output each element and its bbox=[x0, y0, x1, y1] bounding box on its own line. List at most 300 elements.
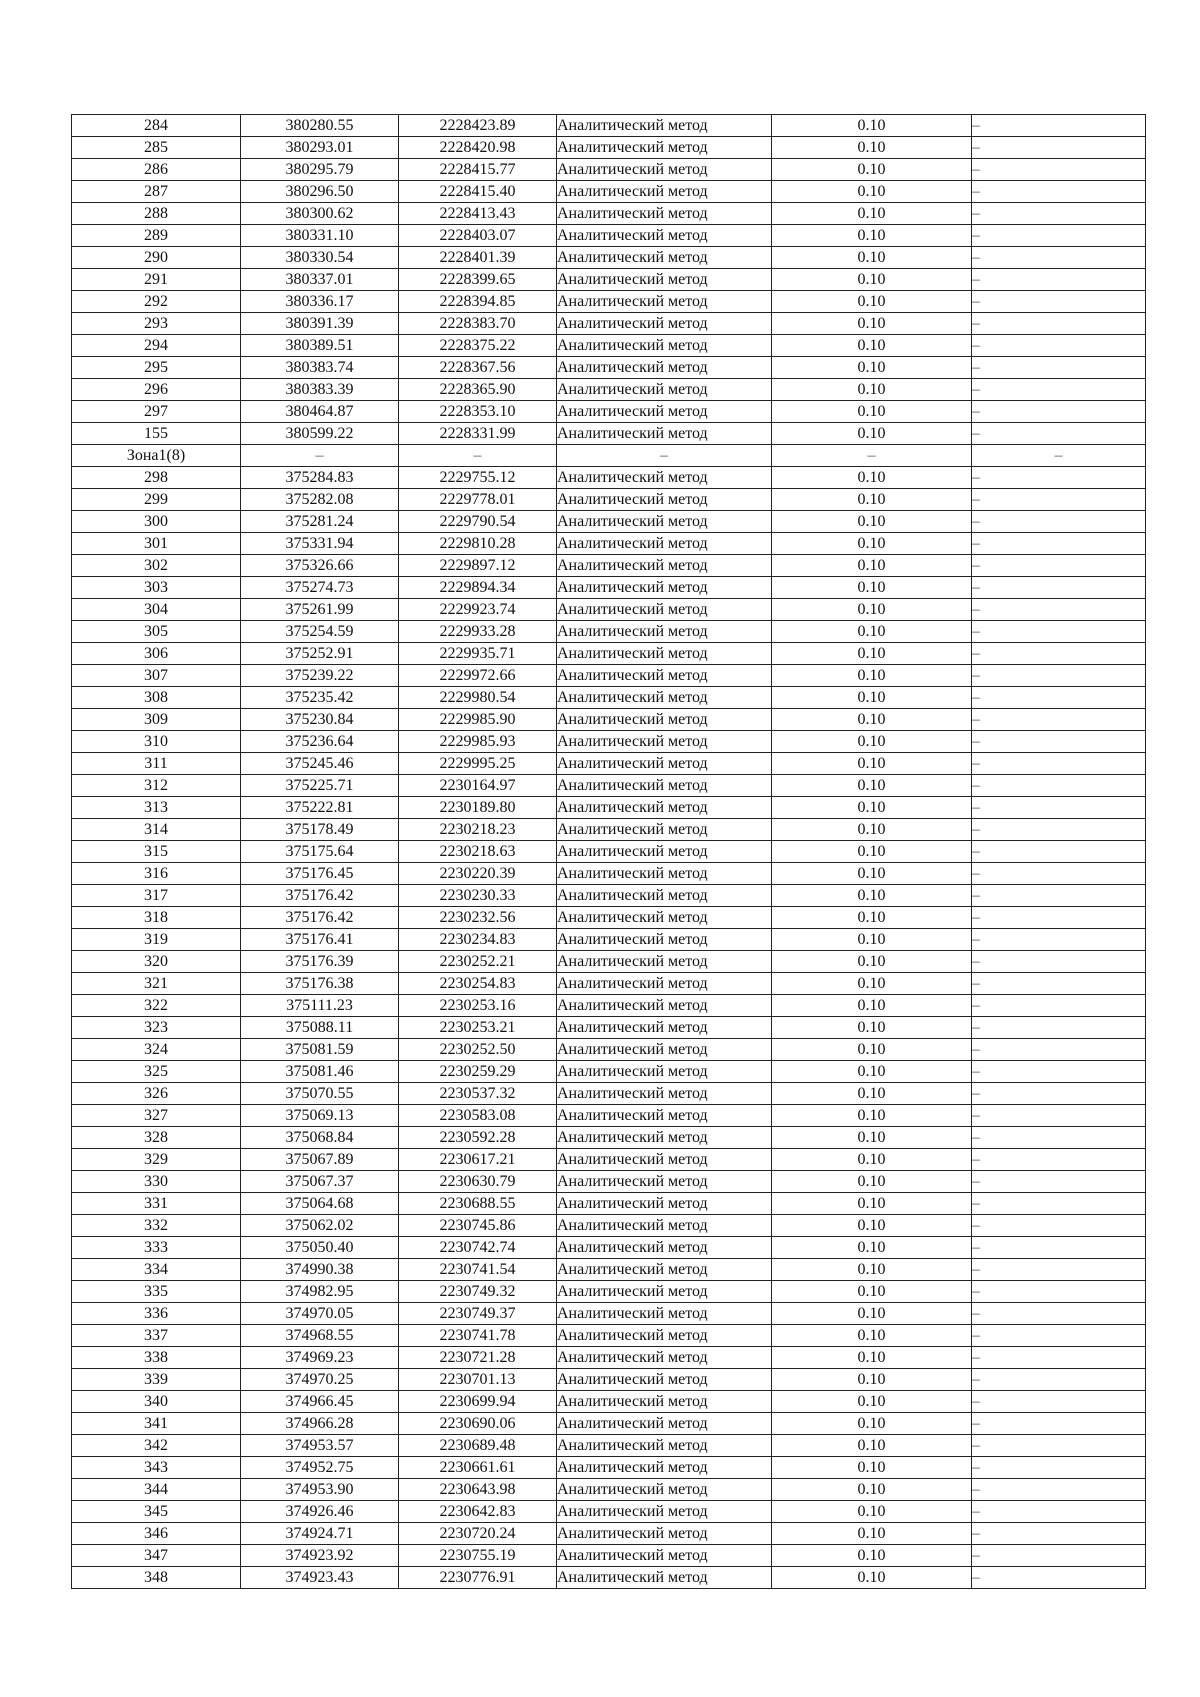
y-coordinate-cell: 2230741.78 bbox=[399, 1325, 557, 1347]
point-number-cell: 320 bbox=[72, 951, 241, 973]
table-row bbox=[72, 291, 1146, 313]
note-cell: – bbox=[972, 1105, 1146, 1127]
point-number-cell: 340 bbox=[72, 1391, 241, 1413]
point-number-cell: 342 bbox=[72, 1435, 241, 1457]
y-coordinate-cell: 2229972.66 bbox=[399, 665, 557, 687]
accuracy-cell: 0.10 bbox=[772, 599, 972, 621]
accuracy-cell: 0.10 bbox=[772, 731, 972, 753]
note-cell: – bbox=[972, 1435, 1146, 1457]
method-cell: Аналитический метод bbox=[557, 467, 772, 489]
method-cell: Аналитический метод bbox=[557, 1391, 772, 1413]
method-cell: Аналитический метод bbox=[557, 1281, 772, 1303]
point-number-cell: 315 bbox=[72, 841, 241, 863]
method-cell: Аналитический метод bbox=[557, 1193, 772, 1215]
table-row bbox=[72, 1347, 1146, 1369]
accuracy-cell: 0.10 bbox=[772, 841, 972, 863]
table-row bbox=[72, 577, 1146, 599]
point-number-cell: 302 bbox=[72, 555, 241, 577]
accuracy-cell: 0.10 bbox=[772, 1545, 972, 1567]
y-coordinate-cell: 2229933.28 bbox=[399, 621, 557, 643]
accuracy-cell: 0.10 bbox=[772, 863, 972, 885]
note-cell: – bbox=[972, 907, 1146, 929]
table-row bbox=[72, 159, 1146, 181]
table-row bbox=[72, 1061, 1146, 1083]
note-cell: – bbox=[972, 313, 1146, 335]
y-coordinate-cell: 2230688.55 bbox=[399, 1193, 557, 1215]
point-number-cell: 312 bbox=[72, 775, 241, 797]
table-row bbox=[72, 665, 1146, 687]
x-coordinate-cell: 374923.92 bbox=[241, 1545, 399, 1567]
method-cell: Аналитический метод bbox=[557, 797, 772, 819]
accuracy-cell: 0.10 bbox=[772, 1171, 972, 1193]
accuracy-cell: 0.10 bbox=[772, 1347, 972, 1369]
note-cell: – bbox=[972, 379, 1146, 401]
table-row bbox=[72, 269, 1146, 291]
x-coordinate-cell: 380336.17 bbox=[241, 291, 399, 313]
table-row bbox=[72, 203, 1146, 225]
accuracy-cell: 0.10 bbox=[772, 775, 972, 797]
note-cell: – bbox=[972, 995, 1146, 1017]
table-row bbox=[72, 1259, 1146, 1281]
table-row bbox=[72, 929, 1146, 951]
accuracy-cell: 0.10 bbox=[772, 511, 972, 533]
point-number-cell: 299 bbox=[72, 489, 241, 511]
point-number-cell: 306 bbox=[72, 643, 241, 665]
point-number-cell: 313 bbox=[72, 797, 241, 819]
accuracy-cell: 0.10 bbox=[772, 379, 972, 401]
point-number-cell: 305 bbox=[72, 621, 241, 643]
accuracy-cell: 0.10 bbox=[772, 665, 972, 687]
accuracy-cell: 0.10 bbox=[772, 115, 972, 137]
method-cell: Аналитический метод bbox=[557, 335, 772, 357]
x-coordinate-cell: 380300.62 bbox=[241, 203, 399, 225]
accuracy-cell: – bbox=[772, 445, 972, 467]
x-coordinate-cell: 380389.51 bbox=[241, 335, 399, 357]
table-row bbox=[72, 687, 1146, 709]
table-row bbox=[72, 885, 1146, 907]
note-cell: – bbox=[972, 1281, 1146, 1303]
method-cell: Аналитический метод bbox=[557, 159, 772, 181]
x-coordinate-cell: 375239.22 bbox=[241, 665, 399, 687]
point-number-cell: 316 bbox=[72, 863, 241, 885]
method-cell: Аналитический метод bbox=[557, 1347, 772, 1369]
accuracy-cell: 0.10 bbox=[772, 1479, 972, 1501]
y-coordinate-cell: 2228413.43 bbox=[399, 203, 557, 225]
accuracy-cell: 0.10 bbox=[772, 181, 972, 203]
point-number-cell: 346 bbox=[72, 1523, 241, 1545]
accuracy-cell: 0.10 bbox=[772, 1039, 972, 1061]
note-cell: – bbox=[972, 687, 1146, 709]
method-cell: Аналитический метод bbox=[557, 995, 772, 1017]
table-row bbox=[72, 181, 1146, 203]
table-row bbox=[72, 1479, 1146, 1501]
table-row bbox=[72, 1369, 1146, 1391]
table-row bbox=[72, 489, 1146, 511]
x-coordinate-cell: 375274.73 bbox=[241, 577, 399, 599]
accuracy-cell: 0.10 bbox=[772, 357, 972, 379]
y-coordinate-cell: 2228365.90 bbox=[399, 379, 557, 401]
x-coordinate-cell: 375176.41 bbox=[241, 929, 399, 951]
note-cell: – bbox=[972, 1501, 1146, 1523]
x-coordinate-cell: 374952.75 bbox=[241, 1457, 399, 1479]
point-number-cell: 319 bbox=[72, 929, 241, 951]
note-cell: – bbox=[972, 1413, 1146, 1435]
y-coordinate-cell: 2229810.28 bbox=[399, 533, 557, 555]
method-cell: Аналитический метод bbox=[557, 489, 772, 511]
y-coordinate-cell: 2228331.99 bbox=[399, 423, 557, 445]
table-row bbox=[72, 599, 1146, 621]
note-cell: – bbox=[972, 643, 1146, 665]
y-coordinate-cell: 2230749.37 bbox=[399, 1303, 557, 1325]
method-cell: Аналитический метод bbox=[557, 1545, 772, 1567]
table-row bbox=[72, 797, 1146, 819]
note-cell: – bbox=[972, 269, 1146, 291]
accuracy-cell: 0.10 bbox=[772, 159, 972, 181]
y-coordinate-cell: 2228401.39 bbox=[399, 247, 557, 269]
method-cell: Аналитический метод bbox=[557, 1083, 772, 1105]
table-row bbox=[72, 731, 1146, 753]
table-row bbox=[72, 1105, 1146, 1127]
point-number-cell: 308 bbox=[72, 687, 241, 709]
method-cell: Аналитический метод bbox=[557, 1215, 772, 1237]
y-coordinate-cell: 2230745.86 bbox=[399, 1215, 557, 1237]
y-coordinate-cell: 2230218.63 bbox=[399, 841, 557, 863]
note-cell: – bbox=[972, 467, 1146, 489]
x-coordinate-cell: 380293.01 bbox=[241, 137, 399, 159]
accuracy-cell: 0.10 bbox=[772, 1193, 972, 1215]
x-coordinate-cell: 375068.84 bbox=[241, 1127, 399, 1149]
point-number-cell: 339 bbox=[72, 1369, 241, 1391]
table-row bbox=[72, 1017, 1146, 1039]
point-number-cell: 294 bbox=[72, 335, 241, 357]
table-row bbox=[72, 1281, 1146, 1303]
accuracy-cell: 0.10 bbox=[772, 643, 972, 665]
note-cell: – bbox=[972, 181, 1146, 203]
table-row bbox=[72, 995, 1146, 1017]
y-coordinate-cell: 2228420.98 bbox=[399, 137, 557, 159]
table-row bbox=[72, 1435, 1146, 1457]
coordinates-table-body bbox=[72, 115, 1146, 1589]
method-cell: Аналитический метод bbox=[557, 1061, 772, 1083]
y-coordinate-cell: 2230234.83 bbox=[399, 929, 557, 951]
method-cell: Аналитический метод bbox=[557, 1259, 772, 1281]
y-coordinate-cell: 2230230.33 bbox=[399, 885, 557, 907]
table-row bbox=[72, 1215, 1146, 1237]
x-coordinate-cell: 375331.94 bbox=[241, 533, 399, 555]
accuracy-cell: 0.10 bbox=[772, 203, 972, 225]
accuracy-cell: 0.10 bbox=[772, 1215, 972, 1237]
method-cell: Аналитический метод bbox=[557, 247, 772, 269]
y-coordinate-cell: 2230220.39 bbox=[399, 863, 557, 885]
accuracy-cell: 0.10 bbox=[772, 1281, 972, 1303]
accuracy-cell: 0.10 bbox=[772, 687, 972, 709]
y-coordinate-cell: 2230642.83 bbox=[399, 1501, 557, 1523]
note-cell: – bbox=[972, 1567, 1146, 1589]
table-row bbox=[72, 819, 1146, 841]
y-coordinate-cell: 2229894.34 bbox=[399, 577, 557, 599]
accuracy-cell: 0.10 bbox=[772, 401, 972, 423]
point-number-cell: 338 bbox=[72, 1347, 241, 1369]
note-cell: – bbox=[972, 973, 1146, 995]
note-cell: – bbox=[972, 291, 1146, 313]
point-number-cell: 292 bbox=[72, 291, 241, 313]
note-cell: – bbox=[972, 885, 1146, 907]
note-cell: – bbox=[972, 1083, 1146, 1105]
x-coordinate-cell: 375178.49 bbox=[241, 819, 399, 841]
x-coordinate-cell: 374970.05 bbox=[241, 1303, 399, 1325]
point-number-cell: 334 bbox=[72, 1259, 241, 1281]
point-number-cell: 317 bbox=[72, 885, 241, 907]
point-number-cell: 284 bbox=[72, 115, 241, 137]
method-cell: Аналитический метод bbox=[557, 1237, 772, 1259]
note-cell: – bbox=[972, 335, 1146, 357]
x-coordinate-cell: 375067.89 bbox=[241, 1149, 399, 1171]
note-cell: – bbox=[972, 1061, 1146, 1083]
x-coordinate-cell: 375176.39 bbox=[241, 951, 399, 973]
y-coordinate-cell: 2228367.56 bbox=[399, 357, 557, 379]
x-coordinate-cell: 375245.46 bbox=[241, 753, 399, 775]
point-number-cell: 331 bbox=[72, 1193, 241, 1215]
x-coordinate-cell: 374924.71 bbox=[241, 1523, 399, 1545]
point-number-cell: 291 bbox=[72, 269, 241, 291]
y-coordinate-cell: 2228423.89 bbox=[399, 115, 557, 137]
note-cell: – bbox=[972, 1237, 1146, 1259]
point-number-cell: 329 bbox=[72, 1149, 241, 1171]
method-cell: Аналитический метод bbox=[557, 181, 772, 203]
note-cell: – bbox=[972, 357, 1146, 379]
x-coordinate-cell: 380599.22 bbox=[241, 423, 399, 445]
note-cell: – bbox=[972, 775, 1146, 797]
note-cell: – bbox=[972, 203, 1146, 225]
table-row bbox=[72, 1567, 1146, 1589]
accuracy-cell: 0.10 bbox=[772, 973, 972, 995]
point-number-cell: 295 bbox=[72, 357, 241, 379]
x-coordinate-cell: 375176.38 bbox=[241, 973, 399, 995]
table-row bbox=[72, 1391, 1146, 1413]
accuracy-cell: 0.10 bbox=[772, 797, 972, 819]
note-cell: – bbox=[972, 247, 1146, 269]
accuracy-cell: 0.10 bbox=[772, 291, 972, 313]
note-cell: – bbox=[972, 665, 1146, 687]
accuracy-cell: 0.10 bbox=[772, 1017, 972, 1039]
table-row bbox=[72, 423, 1146, 445]
point-number-cell: 332 bbox=[72, 1215, 241, 1237]
table-row bbox=[72, 1413, 1146, 1435]
zone-header-row bbox=[72, 445, 1146, 467]
y-coordinate-cell: 2230661.61 bbox=[399, 1457, 557, 1479]
note-cell: – bbox=[972, 225, 1146, 247]
table-row bbox=[72, 1039, 1146, 1061]
accuracy-cell: 0.10 bbox=[772, 1237, 972, 1259]
accuracy-cell: 0.10 bbox=[772, 137, 972, 159]
x-coordinate-cell: 375254.59 bbox=[241, 621, 399, 643]
method-cell: Аналитический метод bbox=[557, 709, 772, 731]
point-number-cell: 343 bbox=[72, 1457, 241, 1479]
x-coordinate-cell: 374923.43 bbox=[241, 1567, 399, 1589]
note-cell: – bbox=[972, 1303, 1146, 1325]
x-coordinate-cell: 375236.64 bbox=[241, 731, 399, 753]
point-number-cell: 314 bbox=[72, 819, 241, 841]
y-coordinate-cell: 2228375.22 bbox=[399, 335, 557, 357]
method-cell: Аналитический метод bbox=[557, 775, 772, 797]
y-coordinate-cell: 2229778.01 bbox=[399, 489, 557, 511]
note-cell: – bbox=[972, 1039, 1146, 1061]
table-row bbox=[72, 379, 1146, 401]
y-coordinate-cell: 2230701.13 bbox=[399, 1369, 557, 1391]
point-number-cell: 326 bbox=[72, 1083, 241, 1105]
point-number-cell: 287 bbox=[72, 181, 241, 203]
accuracy-cell: 0.10 bbox=[772, 1501, 972, 1523]
y-coordinate-cell: 2229897.12 bbox=[399, 555, 557, 577]
point-number-cell: 318 bbox=[72, 907, 241, 929]
point-number-cell: 298 bbox=[72, 467, 241, 489]
table-row bbox=[72, 1237, 1146, 1259]
y-coordinate-cell: 2228383.70 bbox=[399, 313, 557, 335]
table-row bbox=[72, 841, 1146, 863]
y-coordinate-cell: 2228394.85 bbox=[399, 291, 557, 313]
accuracy-cell: 0.10 bbox=[772, 1325, 972, 1347]
method-cell: Аналитический метод bbox=[557, 1039, 772, 1061]
accuracy-cell: 0.10 bbox=[772, 1303, 972, 1325]
table-row bbox=[72, 1325, 1146, 1347]
table-row bbox=[72, 1193, 1146, 1215]
method-cell: Аналитический метод bbox=[557, 115, 772, 137]
note-cell: – bbox=[972, 841, 1146, 863]
note-cell: – bbox=[972, 1545, 1146, 1567]
method-cell: Аналитический метод bbox=[557, 621, 772, 643]
method-cell: Аналитический метод bbox=[557, 1413, 772, 1435]
x-coordinate-cell: – bbox=[241, 445, 399, 467]
accuracy-cell: 0.10 bbox=[772, 1083, 972, 1105]
point-number-cell: 286 bbox=[72, 159, 241, 181]
y-coordinate-cell: 2230252.50 bbox=[399, 1039, 557, 1061]
x-coordinate-cell: 380295.79 bbox=[241, 159, 399, 181]
x-coordinate-cell: 380383.74 bbox=[241, 357, 399, 379]
accuracy-cell: 0.10 bbox=[772, 313, 972, 335]
note-cell: – bbox=[972, 1369, 1146, 1391]
table-row bbox=[72, 1127, 1146, 1149]
x-coordinate-cell: 375067.37 bbox=[241, 1171, 399, 1193]
table-row bbox=[72, 621, 1146, 643]
accuracy-cell: 0.10 bbox=[772, 1105, 972, 1127]
accuracy-cell: 0.10 bbox=[772, 1523, 972, 1545]
method-cell: Аналитический метод bbox=[557, 863, 772, 885]
point-number-cell: 310 bbox=[72, 731, 241, 753]
note-cell: – bbox=[972, 489, 1146, 511]
note-cell: – bbox=[972, 1215, 1146, 1237]
method-cell: Аналитический метод bbox=[557, 1457, 772, 1479]
method-cell: Аналитический метод bbox=[557, 511, 772, 533]
table-row bbox=[72, 115, 1146, 137]
y-coordinate-cell: 2229923.74 bbox=[399, 599, 557, 621]
x-coordinate-cell: 375235.42 bbox=[241, 687, 399, 709]
note-cell: – bbox=[972, 159, 1146, 181]
y-coordinate-cell: 2229985.90 bbox=[399, 709, 557, 731]
accuracy-cell: 0.10 bbox=[772, 1061, 972, 1083]
point-number-cell: 296 bbox=[72, 379, 241, 401]
table-row bbox=[72, 467, 1146, 489]
accuracy-cell: 0.10 bbox=[772, 225, 972, 247]
coordinates-table bbox=[71, 114, 1146, 1589]
x-coordinate-cell: 380330.54 bbox=[241, 247, 399, 269]
table-row bbox=[72, 951, 1146, 973]
accuracy-cell: 0.10 bbox=[772, 753, 972, 775]
x-coordinate-cell: 375281.24 bbox=[241, 511, 399, 533]
method-cell: Аналитический метод bbox=[557, 203, 772, 225]
x-coordinate-cell: 380337.01 bbox=[241, 269, 399, 291]
method-cell: Аналитический метод bbox=[557, 1567, 772, 1589]
x-coordinate-cell: 380464.87 bbox=[241, 401, 399, 423]
note-cell: – bbox=[972, 401, 1146, 423]
point-number-cell: 336 bbox=[72, 1303, 241, 1325]
accuracy-cell: 0.10 bbox=[772, 247, 972, 269]
y-coordinate-cell: 2230189.80 bbox=[399, 797, 557, 819]
table-row bbox=[72, 555, 1146, 577]
y-coordinate-cell: 2229985.93 bbox=[399, 731, 557, 753]
point-number-cell: 290 bbox=[72, 247, 241, 269]
method-cell: – bbox=[557, 445, 772, 467]
note-cell: – bbox=[972, 511, 1146, 533]
accuracy-cell: 0.10 bbox=[772, 995, 972, 1017]
y-coordinate-cell: 2229980.54 bbox=[399, 687, 557, 709]
method-cell: Аналитический метод bbox=[557, 533, 772, 555]
x-coordinate-cell: 374969.23 bbox=[241, 1347, 399, 1369]
accuracy-cell: 0.10 bbox=[772, 929, 972, 951]
x-coordinate-cell: 380383.39 bbox=[241, 379, 399, 401]
table-row bbox=[72, 863, 1146, 885]
x-coordinate-cell: 374953.90 bbox=[241, 1479, 399, 1501]
y-coordinate-cell: 2230742.74 bbox=[399, 1237, 557, 1259]
y-coordinate-cell: 2229935.71 bbox=[399, 643, 557, 665]
note-cell: – bbox=[972, 1523, 1146, 1545]
point-number-cell: 325 bbox=[72, 1061, 241, 1083]
note-cell: – bbox=[972, 621, 1146, 643]
method-cell: Аналитический метод bbox=[557, 1171, 772, 1193]
method-cell: Аналитический метод bbox=[557, 1523, 772, 1545]
method-cell: Аналитический метод bbox=[557, 1479, 772, 1501]
accuracy-cell: 0.10 bbox=[772, 907, 972, 929]
y-coordinate-cell: 2230755.19 bbox=[399, 1545, 557, 1567]
note-cell: – bbox=[972, 753, 1146, 775]
x-coordinate-cell: 375261.99 bbox=[241, 599, 399, 621]
y-coordinate-cell: 2228399.65 bbox=[399, 269, 557, 291]
y-coordinate-cell: 2230617.21 bbox=[399, 1149, 557, 1171]
x-coordinate-cell: 374970.25 bbox=[241, 1369, 399, 1391]
x-coordinate-cell: 375064.68 bbox=[241, 1193, 399, 1215]
accuracy-cell: 0.10 bbox=[772, 467, 972, 489]
accuracy-cell: 0.10 bbox=[772, 1369, 972, 1391]
y-coordinate-cell: 2228415.40 bbox=[399, 181, 557, 203]
note-cell: – bbox=[972, 819, 1146, 841]
table-row bbox=[72, 247, 1146, 269]
method-cell: Аналитический метод bbox=[557, 687, 772, 709]
table-row bbox=[72, 1171, 1146, 1193]
x-coordinate-cell: 375284.83 bbox=[241, 467, 399, 489]
point-number-cell: 323 bbox=[72, 1017, 241, 1039]
accuracy-cell: 0.10 bbox=[772, 269, 972, 291]
point-number-cell: 293 bbox=[72, 313, 241, 335]
y-coordinate-cell: 2230537.32 bbox=[399, 1083, 557, 1105]
point-number-cell: 324 bbox=[72, 1039, 241, 1061]
x-coordinate-cell: 374926.46 bbox=[241, 1501, 399, 1523]
y-coordinate-cell: 2230592.28 bbox=[399, 1127, 557, 1149]
method-cell: Аналитический метод bbox=[557, 753, 772, 775]
method-cell: Аналитический метод bbox=[557, 313, 772, 335]
point-number-cell: 348 bbox=[72, 1567, 241, 1589]
accuracy-cell: 0.10 bbox=[772, 555, 972, 577]
table-row bbox=[72, 1303, 1146, 1325]
y-coordinate-cell: 2230253.16 bbox=[399, 995, 557, 1017]
